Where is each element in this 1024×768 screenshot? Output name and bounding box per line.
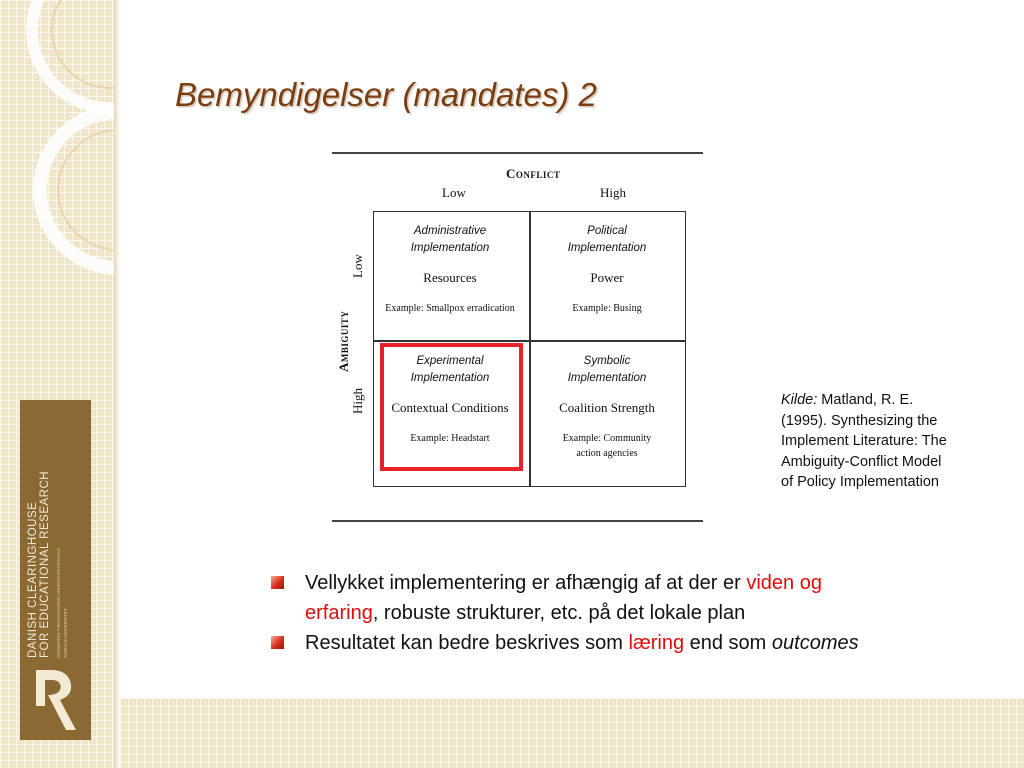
cell-symbolic-implementation <box>531 342 683 470</box>
logo-name-line2: FOR EDUCATIONAL RESEARCH <box>38 470 51 658</box>
citation-label: Kilde: <box>781 392 818 408</box>
citation-text: Matland, R. E. (1995). Synthesizing the Implement Literature: The Ambiguity-Conflict Model of Policy Implementation <box>781 392 947 491</box>
bullet-square-icon <box>271 636 284 649</box>
cell-political-implementation <box>531 212 683 340</box>
cell-title-line1: Administrative <box>413 225 487 237</box>
bullet-list <box>271 568 891 658</box>
logo-subtitle-line2: AARHUS UNIVERSITET <box>62 608 68 658</box>
figure-bottom-rule <box>332 520 703 522</box>
cell-title-line1: Political <box>587 225 627 237</box>
cell-main-term: Contextual Conditions <box>391 400 509 416</box>
cell-example <box>563 432 652 461</box>
cell-title-line1: Symbolic <box>583 355 631 367</box>
cell-title-line2: Implementation <box>567 371 647 384</box>
ambiguity-axis-heading: Ambiguity <box>336 310 351 372</box>
conflict-high-label: High <box>600 185 626 200</box>
cell-example-line2: action agencies <box>576 447 638 459</box>
experimental-highlight-box <box>380 343 523 471</box>
bottom-decorative-band <box>120 698 1024 768</box>
cell-example-line1: Example: Community <box>562 433 652 445</box>
ambiguity-high-label: High <box>350 388 365 414</box>
bullet-text: Vellykket implementering er afhængig af at der er <box>305 572 747 594</box>
bullet-item <box>271 568 891 628</box>
conflict-low-label: Low <box>442 185 466 200</box>
cell-main-term: Coalition Strength <box>559 400 655 416</box>
r-logo-mark-icon <box>30 666 80 734</box>
source-citation <box>781 390 951 493</box>
cell-main-term: Resources <box>423 270 477 286</box>
band-edge-shadow <box>114 0 120 768</box>
bullet-text: end som <box>684 632 772 654</box>
circle-ornament-icon <box>0 0 114 330</box>
cell-title <box>411 223 490 256</box>
cell-example <box>572 302 641 317</box>
bullet-square-icon <box>271 576 284 589</box>
cell-main-term: Power <box>590 270 624 286</box>
cell-title-line2: Implementation <box>410 371 490 384</box>
cell-administrative-implementation <box>374 212 526 340</box>
cell-title-line2: Implementation <box>567 241 647 254</box>
bullet-text: Resultatet kan bedre beskrives som <box>305 632 629 654</box>
logo-name-line1: DANISH CLEARINGHOUSE <box>27 501 39 658</box>
ambiguity-conflict-matrix-figure <box>330 148 705 528</box>
bullet-emphasis: læring <box>628 632 685 654</box>
cell-title <box>568 223 647 256</box>
logo-subtitle-line1: DANMARKS PÆDAGOGISKE UNIVERSITETSSKOLE <box>56 547 61 658</box>
bullet-text: , robuste strukturer, etc. på det lokale plan <box>372 602 746 624</box>
cell-example-line1: Example: Headstart <box>410 433 490 445</box>
cell-title-line2: Implementation <box>410 241 490 254</box>
slide-title: Bemyndigelser (mandates) 2 <box>175 76 597 113</box>
clearinghouse-logo <box>20 400 91 740</box>
cell-title-line1: Experimental <box>416 355 484 367</box>
bullet-emphasis: viden og erfaring <box>305 572 822 624</box>
cell-example <box>385 302 514 317</box>
bullet-item <box>271 628 891 658</box>
figure-top-rule <box>332 152 703 154</box>
bullet-italic-term: outcomes <box>771 632 859 654</box>
ambiguity-low-label: Low <box>350 254 365 278</box>
cell-example-line1: Example: Smallpox erradication <box>385 303 515 315</box>
cell-example-line1: Example: Busing <box>572 303 642 315</box>
logo-text <box>28 408 68 658</box>
conflict-axis-heading: Conflict <box>506 166 561 181</box>
cell-title <box>568 353 647 386</box>
